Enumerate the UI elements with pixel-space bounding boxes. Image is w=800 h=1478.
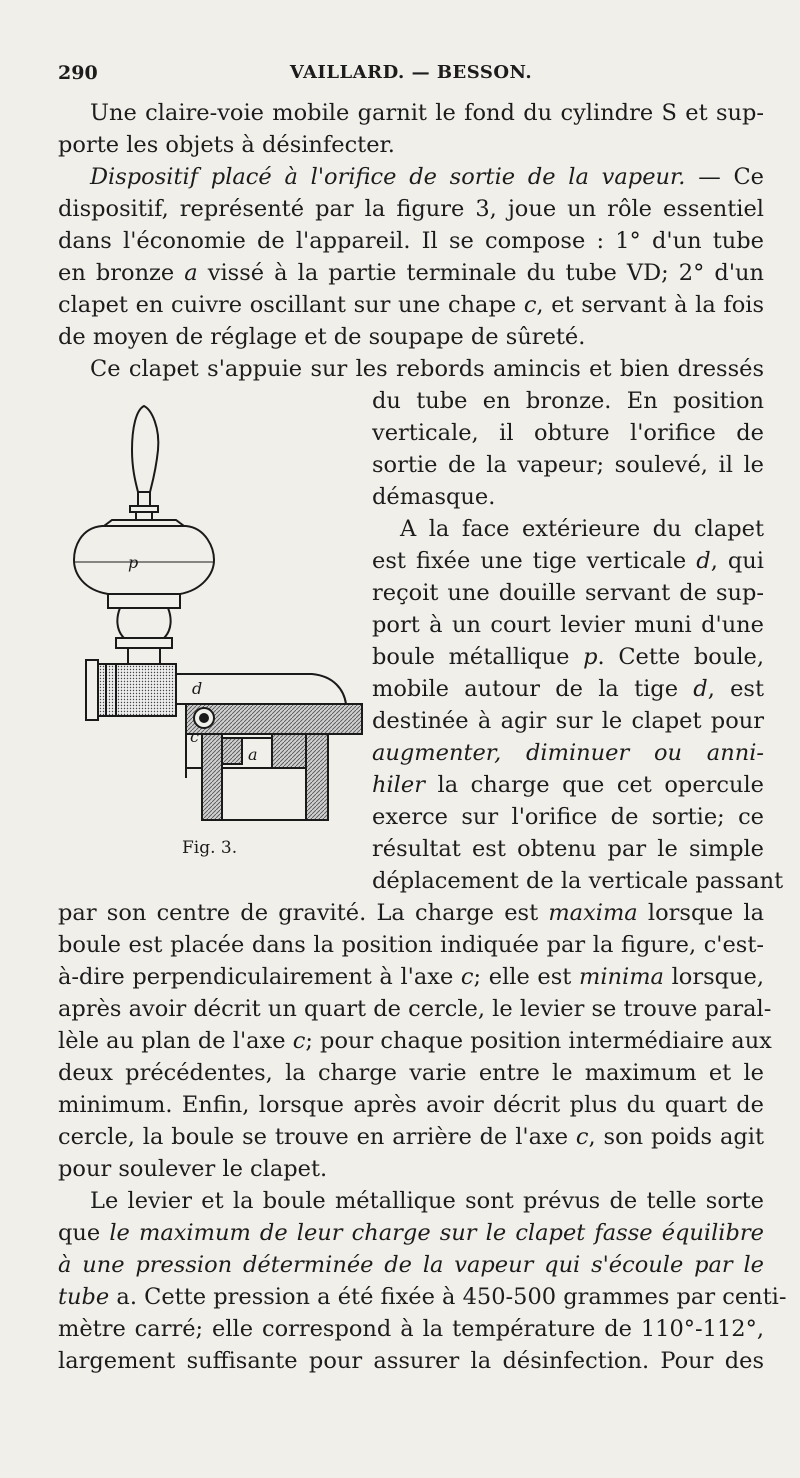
- text-line: [58, 1154, 764, 1184]
- text-line: [58, 962, 764, 992]
- text-run: — Ce: [685, 164, 764, 190]
- text-run: par son centre de gravité. La charge est: [58, 900, 549, 926]
- italic-run: c: [523, 292, 537, 318]
- text-run: déplacement de la verticale passant: [372, 868, 784, 894]
- text-run: boule est placée dans la position indiquée par la figure, c'est-: [58, 932, 764, 958]
- text-line: [90, 354, 764, 384]
- text-run: reçoit une douille servant de sup-: [372, 580, 764, 606]
- label-d: d: [192, 679, 203, 698]
- text-run: exerce sur l'orifice de sortie; ce: [372, 804, 764, 830]
- text-run: vissé à la partie terminale du tube VD; 2° d'un: [197, 260, 764, 286]
- text-run: sortie de la vapeur; soulevé, il le: [372, 452, 764, 478]
- text-run: pour soulever le clapet.: [58, 1156, 328, 1182]
- italic-run: augmenter, diminuer ou anni-: [372, 740, 764, 766]
- text-line: [58, 1314, 764, 1344]
- text-run: Ce clapet s'appuie sur les rebords amincis et bien dressés: [90, 356, 764, 382]
- text-run: de moyen de réglage et de soupape de sûreté.: [58, 324, 586, 350]
- text-line: [400, 514, 764, 544]
- text-line: [372, 866, 784, 896]
- text-run: verticale, il obture l'orifice de: [372, 420, 764, 446]
- text-line: [58, 130, 764, 160]
- text-run: , qui: [710, 548, 764, 574]
- text-run: , son poids agit: [588, 1124, 764, 1150]
- text-line: [372, 450, 764, 480]
- text-run: port à un court levier muni d'une: [372, 612, 764, 638]
- text-line: [372, 546, 764, 576]
- text-line: [372, 610, 764, 640]
- text-line: [372, 418, 764, 448]
- text-line: [58, 1282, 787, 1312]
- text-line: [58, 994, 772, 1024]
- text-run: A la face extérieure du clapet: [400, 516, 764, 542]
- text-line: [58, 1122, 764, 1152]
- text-run: largement suffisante pour assurer la désinfection. Pour des: [58, 1348, 764, 1374]
- text-run: ; pour chaque position intermédiaire aux: [305, 1028, 772, 1054]
- text-line: [372, 386, 764, 416]
- italic-run: p: [583, 644, 598, 670]
- text-run: boule métallique: [372, 644, 584, 670]
- text-run: en bronze: [58, 260, 185, 286]
- italic-run: à une pression déterminée de la vapeur qui s'écoule par le: [58, 1252, 764, 1278]
- text-run: cercle, la boule se trouve en arrière de l'axe: [58, 1124, 576, 1150]
- text-run: lèle au plan de l'axe: [58, 1028, 293, 1054]
- text-line: [58, 930, 764, 960]
- text-run: à-dire perpendiculairement à l'axe: [58, 964, 461, 990]
- text-line: [58, 290, 764, 320]
- text-line: [90, 162, 764, 192]
- text-run: Le levier et la boule métallique sont prévus de telle sorte: [90, 1188, 764, 1214]
- text-run: destinée à agir sur le clapet pour: [372, 708, 764, 734]
- text-line: [372, 770, 764, 800]
- handle: [132, 406, 158, 492]
- text-run: résultat est obtenu par le simple: [372, 836, 764, 862]
- label-a: a: [248, 745, 258, 764]
- italic-run: Dispositif placé à l'orifice de sortie de la vapeur.: [90, 164, 686, 190]
- text-line: [372, 706, 764, 736]
- text-line: [58, 898, 764, 928]
- text-run: . Cette boule,: [597, 644, 764, 670]
- text-line: [372, 834, 764, 864]
- page-number: 290: [58, 62, 98, 84]
- text-line: [372, 578, 764, 608]
- text-line: [58, 1218, 764, 1248]
- text-run: démasque.: [372, 484, 496, 510]
- text-line: [90, 1186, 764, 1216]
- text-line: [58, 1250, 764, 1280]
- text-line: [90, 98, 764, 128]
- text-line: [58, 1090, 764, 1120]
- text-line: [58, 226, 764, 256]
- page-header: [58, 58, 764, 88]
- text-run: minimum. Enfin, lorsque après avoir décrit plus du quart de: [58, 1092, 764, 1118]
- italic-run: le maximum de leur charge sur le clapet fasse équilibre: [109, 1220, 764, 1246]
- running-head: VAILLARD. — BESSON.: [289, 62, 533, 83]
- text-run: dans l'économie de l'appareil. Il se compose : 1° d'un tube: [58, 228, 764, 254]
- italic-run: hiler: [372, 772, 425, 798]
- text-line: [58, 194, 764, 224]
- text-line: [58, 1058, 764, 1088]
- text-line: [58, 258, 764, 288]
- text-run: deux précédentes, la charge varie entre le maximum et le: [58, 1060, 764, 1086]
- text-run: la charge que cet opercule: [424, 772, 764, 798]
- text-line: [372, 674, 764, 704]
- text-run: est fixée une tige verticale: [372, 548, 697, 574]
- text-line: [372, 738, 764, 768]
- label-c: c: [190, 727, 199, 746]
- text-line: [372, 482, 764, 512]
- text-run: , est: [707, 676, 764, 702]
- text-run: mètre carré; elle correspond à la température de 110°-112°,: [58, 1316, 764, 1342]
- italic-run: c: [292, 1028, 306, 1054]
- italic-run: minima: [578, 964, 664, 990]
- italic-run: c: [460, 964, 474, 990]
- text-run: a. Cette pression a été fixée à 450-500 grammes par centi-: [109, 1284, 787, 1310]
- text-run: lorsque,: [663, 964, 765, 990]
- figure-3-valve-diagram: [72, 398, 364, 828]
- text-line: [372, 642, 764, 672]
- text-run: lorsque la: [637, 900, 765, 926]
- text-run: porte les objets à désinfecter.: [58, 132, 395, 158]
- italic-run: maxima: [548, 900, 638, 926]
- text-run: , et servant à la fois: [536, 292, 764, 318]
- ball-p: [74, 526, 214, 594]
- italic-run: c: [575, 1124, 589, 1150]
- text-run: clapet en cuivre oscillant sur une chape: [58, 292, 524, 318]
- italic-run: d: [693, 676, 708, 702]
- text-run: après avoir décrit un quart de cercle, le levier se trouve paral-: [58, 996, 772, 1022]
- italic-run: a: [184, 260, 198, 286]
- text-run: Une claire-voie mobile garnit le fond du cylindre S et sup-: [90, 100, 764, 126]
- text-line: [58, 1346, 764, 1376]
- text-line: [58, 1026, 772, 1056]
- text-run: du tube en bronze. En position: [372, 388, 764, 414]
- italic-run: tube: [58, 1284, 110, 1310]
- text-line: [372, 802, 764, 832]
- figure-caption: Fig. 3.: [182, 838, 238, 858]
- italic-run: d: [696, 548, 711, 574]
- text-line: [58, 322, 764, 352]
- text-run: que: [58, 1220, 110, 1246]
- label-p: p: [128, 553, 139, 572]
- text-run: mobile autour de la tige: [372, 676, 694, 702]
- text-run: ; elle est: [473, 964, 579, 990]
- text-run: dispositif, représenté par la figure 3, joue un rôle essentiel: [58, 196, 764, 222]
